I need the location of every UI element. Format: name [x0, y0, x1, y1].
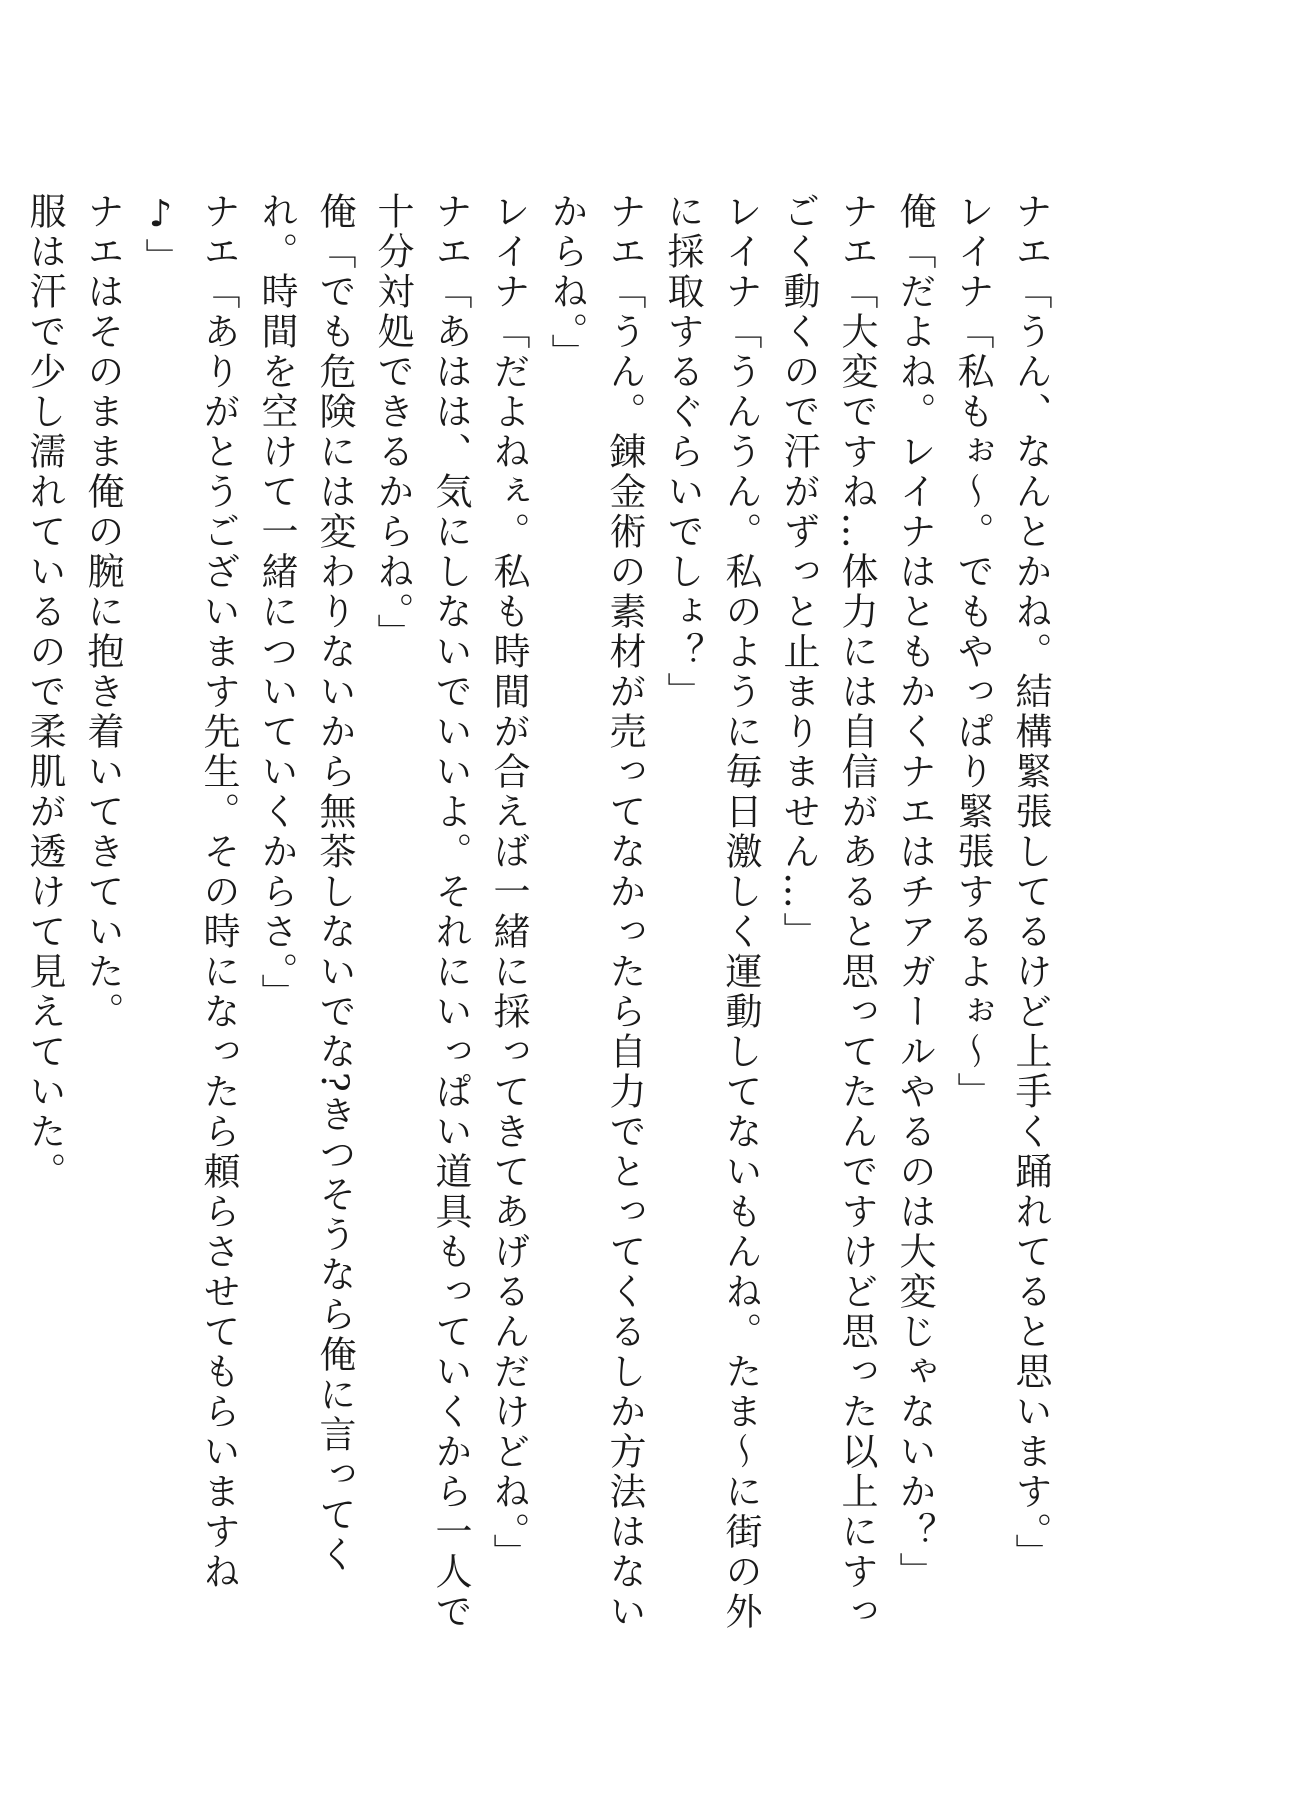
text-line-5: レイナ「うんうん。私のように毎日激しく運動してないもんね。たま～に街の外に採取するぐらいでしょ？」 [661, 192, 762, 1632]
text-line-2: レイナ「私もぉ～。でもやっぱり緊張するよぉ～」 [951, 192, 994, 1112]
vertical-text-body [15, 192, 1059, 1642]
text-line-6: ナエ「うん。錬金術の素材が売ってなかったら自力でとってくるしか方法はないからね。」 [545, 192, 646, 1632]
text-line-4: ナエ「大変ですね…体力には自信があると思ってたんですけど思った以上にすっごく動くので汗がずっと止まりません…」 [777, 192, 878, 1632]
text-line-1: ナエ「うん、なんとかね。結構緊張してるけど上手く踊れてると思います。」 [1009, 192, 1052, 1574]
text-line-10: ナエ「ありがとうございます先生。その時になったら頼らさせてもらいますね♪」 [139, 192, 240, 1592]
text-line-9: 俺「でも危険には変わりないから無茶しないでな?きつそうなら俺に言ってくれ。時間を空けて一緒についていくからさ。」 [255, 192, 356, 1575]
text-line-3: 俺「だよね。レイナはともかくナエはチアガールやるのは大変じゃないか？」 [893, 192, 936, 1592]
text-line-7: レイナ「だよねぇ。私も時間が合えば一緒に採ってきてあげるんだけどね。」 [487, 192, 530, 1574]
text-line-8: ナエ「あはは、気にしないでいいよ。それにいっぱい道具もっていくから一人で十分対処できるからね。」 [371, 192, 472, 1632]
text-line-11: ナエはそのまま俺の腕に抱き着いてきていた。 [81, 192, 124, 1032]
text-line-12: 服は汗で少し濡れているので柔肌が透けて見えていた。 [23, 192, 66, 1192]
